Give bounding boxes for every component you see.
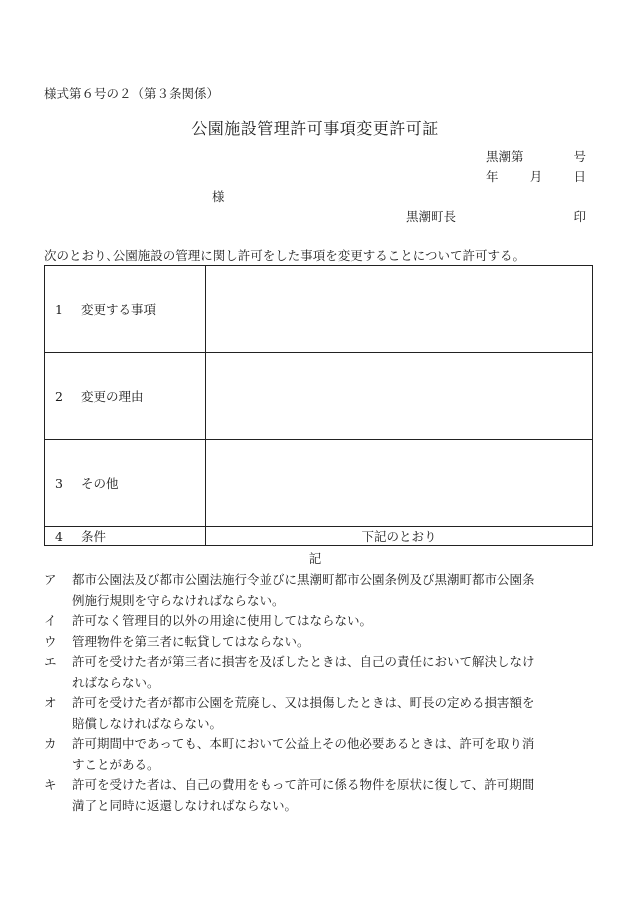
row-value [206,440,593,527]
item-mark: ア [44,572,57,587]
row-number: 2 [55,389,63,404]
table-row [45,440,593,527]
item-mark: オ [44,695,57,710]
list-item [44,570,592,611]
row-value: 下記のとおり [206,527,593,546]
item-text-line: 許可なく管理目的以外の用途に使用してはならない。 [72,613,373,628]
row-label-text: その他 [81,476,119,491]
item-text-line: 賠償しなければならない。 [72,715,223,731]
issue-number-prefix: 黒潮第 [486,149,524,164]
item-mark: キ [44,777,57,792]
issue-date-year: 年 [486,169,499,184]
row-label-text: 変更する事項 [81,302,157,317]
item-text-line: 満了と同時に返還しなければならない。 [72,797,298,813]
form-label: 様式第６号の２（第３条関係） [44,86,220,101]
issue-date-day: 日 [573,169,586,184]
issuer [406,207,586,225]
row-value [206,353,593,440]
table-row [45,266,593,353]
intro-text: 次のとおり､公園施設の管理に関し許可をした事項を変更することについて許可する。 [44,248,526,263]
list-item [44,693,592,734]
issue-number-suffix: 号 [573,149,586,164]
issue-date [486,167,586,185]
issue-date-month: 月 [529,169,543,184]
item-text-line: 許可を受けた者が第三者に損害を及ぼしたときは、自己の責任において解決しなけ [72,654,535,669]
row-label [45,527,206,546]
item-mark: カ [44,736,57,751]
item-mark: エ [44,654,57,669]
row-label [45,266,206,353]
row-label [45,353,206,440]
list-item [44,611,592,632]
permit-table [44,265,593,546]
item-mark: イ [44,613,57,628]
table-row [45,527,593,546]
item-text-line: 例施行規則を守らなければならない。 [72,592,285,608]
row-value [206,266,593,353]
list-item [44,632,592,653]
item-text-line: 許可を受けた者が都市公園を荒廃し、又は損傷したときは、町長の定める損害額を [72,695,535,710]
item-text-line: 管理物件を第三者に転貸してはならない。 [72,633,310,649]
list-item [44,775,592,816]
issuer-seal: 印 [573,209,586,224]
document-title: 公園施設管理許可事項変更許可証 [191,119,439,138]
row-label-text: 条件 [81,529,107,544]
row-number: 1 [55,302,63,317]
item-text-line: 都市公園法及び都市公園法施行令並びに黒潮町都市公園条例及び黒潮町都市公園条 [72,572,535,587]
conditions-list [44,570,592,816]
item-text-line: すことがある。 [72,756,160,772]
row-label [45,440,206,527]
row-label-text: 変更の理由 [81,389,144,404]
item-text-line: 許可期間中であっても、本町において公益上その他必要あるときは、許可を取り消 [72,736,535,751]
table-row [45,353,593,440]
list-item [44,734,592,775]
item-text-line: ればならない。 [72,674,160,690]
row-number: 3 [55,476,63,491]
list-item [44,652,592,693]
item-mark: ウ [44,633,57,649]
issue-number [486,147,586,165]
issuer-name: 黒潮町長 [406,209,457,224]
row-number: 4 [55,529,63,544]
ki-heading: 記 [308,551,322,566]
item-text-line: 許可を受けた者は、自己の費用をもって許可に係る物件を原状に復して、許可期間 [72,777,535,792]
addressee: 様 [212,189,225,204]
